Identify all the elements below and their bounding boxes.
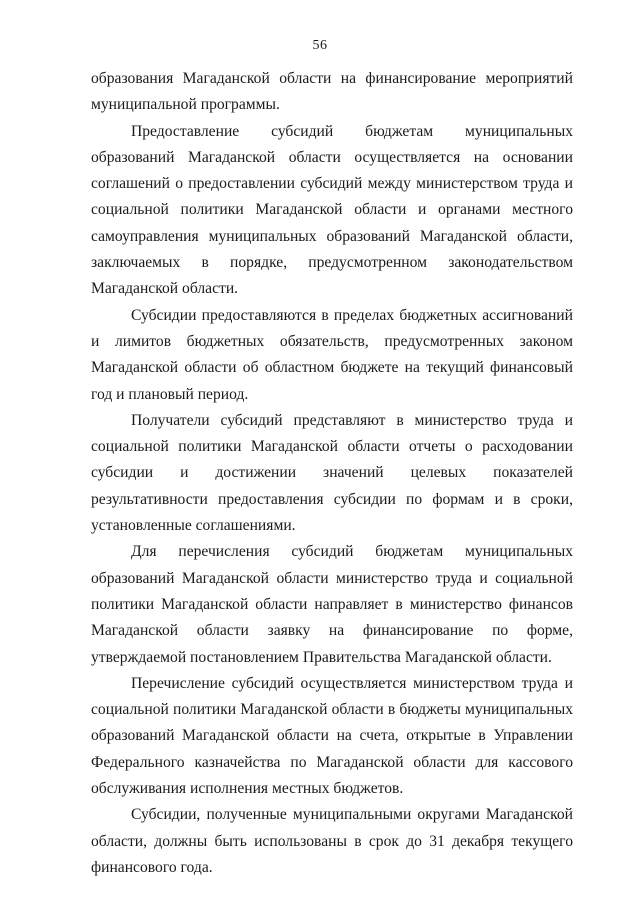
document-body bbox=[91, 66, 573, 881]
paragraph-recipient-reports: Получатели субсидий представляют в министерство труда и социальной политики Магаданской области отчеты о расходовании субсидии и достижении значений целевых показателей результативности предоставления субсидии по формам и в сроки, установленные соглашениями. bbox=[91, 411, 573, 535]
paragraph-usage-deadline: Субсидии, полученные муниципальными округами Магаданской области, должны быть использованы в срок до 31 декабря текущего финансового года. bbox=[91, 806, 573, 876]
paragraph-transfer-execution: Перечисление субсидий осуществляется министерством труда и социальной политики Магаданской области в бюджеты муниципальных образований Магаданской области на счета, открытые в Управлении Федерального казначейства по Магаданской области для кассового обслуживания исполнения местных бюджетов. bbox=[91, 674, 573, 798]
paragraph-budget-limits: Субсидии предоставляются в пределах бюджетных ассигнований и лимитов бюджетных обязательств, предусмотренных законом Магаданской области об областном бюджете на текущий финансовый год и плановый период. bbox=[91, 306, 573, 403]
paragraph-transfer-request: Для перечисления субсидий бюджетам муниципальных образований Магаданской области министерство труда и социальной политики Магаданской области направляет в министерство финансов Магаданской области заявку на финансирование по форме, утверждаемой постановлением Правительства Магаданской области. bbox=[91, 543, 573, 666]
page-number: 56 bbox=[312, 38, 328, 53]
paragraph-continuation: образования Магаданской области на финансирование мероприятий муниципальной программы. bbox=[91, 70, 573, 114]
paragraph-subsidy-provision-basis: Предоставление субсидий бюджетам муниципальных образований Магаданской области осуществляется на основании соглашений о предоставлении субсидий между министерством труда и социальной политики Магаданской области и органами местного самоуправления муниципальных образований Магаданской области, заключаемых в порядке, предусмотренном законодательством Магаданской области. bbox=[91, 122, 573, 298]
